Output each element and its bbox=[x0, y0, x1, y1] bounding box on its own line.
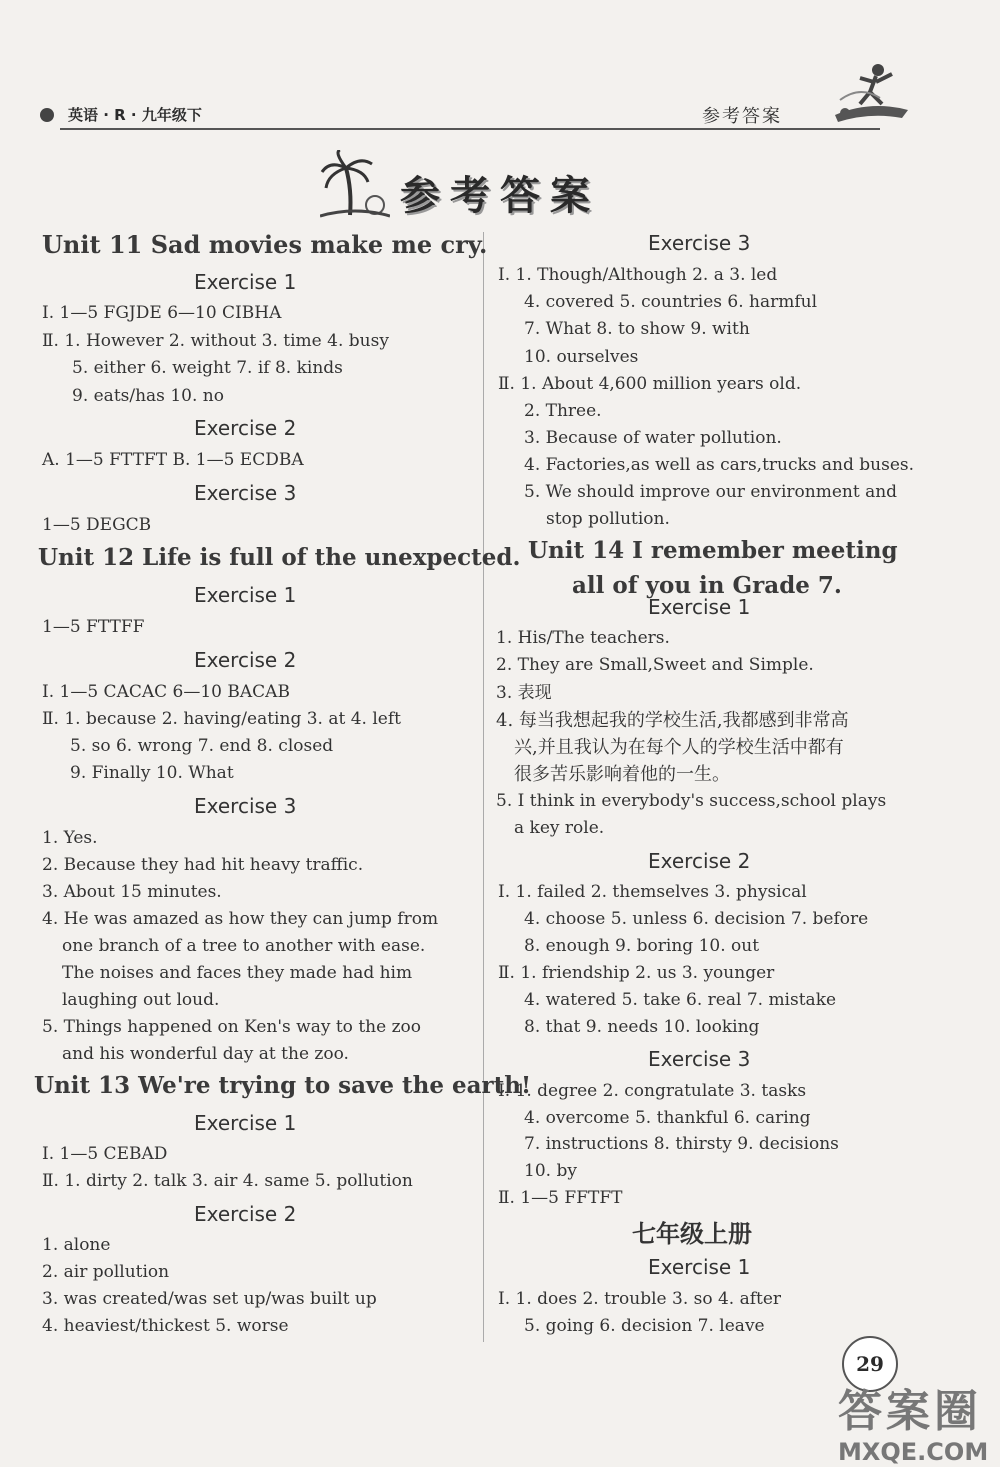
header-subject: 英语 · R · 九年级下 bbox=[68, 106, 202, 124]
answer-line: 兴,并且我认为在每个人的学校生活中都有 bbox=[514, 737, 844, 758]
answer-line: 10. by bbox=[524, 1161, 577, 1181]
title-banner bbox=[320, 150, 630, 220]
unit-12-title: Unit 12 Life is full of the unexpected. bbox=[38, 544, 521, 571]
answer-line: A. 1—5 FTTFT B. 1—5 ECDBA bbox=[42, 450, 304, 470]
page-number: 29 bbox=[842, 1336, 898, 1392]
answer-line: Ⅰ. 1. Though/Although 2. a 3. led bbox=[498, 265, 778, 285]
answer-line: 4. watered 5. take 6. real 7. mistake bbox=[524, 990, 837, 1010]
grade-7-section-title: 七年级上册 bbox=[632, 1220, 752, 1248]
u14-exercise-2-heading: Exercise 2 bbox=[648, 849, 751, 873]
answer-line: 4. He was amazed as how they can jump from bbox=[42, 909, 439, 929]
answer-line: laughing out loud. bbox=[62, 990, 220, 1010]
u13-exercise-1-heading: Exercise 1 bbox=[194, 1111, 297, 1135]
u14-exercise-3-heading: Exercise 3 bbox=[648, 1047, 751, 1071]
header-rule bbox=[60, 128, 880, 130]
answer-line: 1—5 DEGCB bbox=[42, 515, 152, 535]
column-divider bbox=[483, 232, 484, 1342]
answer-line: 4. 每当我想起我的学校生活,我都感到非常高 bbox=[496, 710, 849, 731]
answer-line: Ⅱ. 1. friendship 2. us 3. younger bbox=[498, 963, 775, 983]
answer-line: 10. ourselves bbox=[524, 347, 639, 367]
u11-exercise-1-heading: Exercise 1 bbox=[194, 270, 297, 294]
answer-line: one branch of a tree to another with ease. bbox=[62, 936, 426, 956]
answer-line: 3. was created/was set up/was built up bbox=[42, 1289, 377, 1309]
answer-line: Ⅰ. 1. failed 2. themselves 3. physical bbox=[498, 882, 807, 902]
answer-line: Ⅱ. 1. dirty 2. talk 3. air 4. same 5. pollution bbox=[42, 1171, 413, 1191]
answer-line: Ⅰ. 1. degree 2. congratulate 3. tasks bbox=[498, 1081, 807, 1101]
answer-line: 4. covered 5. countries 6. harmful bbox=[524, 292, 818, 312]
answer-line: Ⅱ. 1. About 4,600 million years old. bbox=[498, 374, 802, 394]
answer-line: 9. eats/has 10. no bbox=[72, 386, 224, 406]
unit-14-title-line-1: Unit 14 I remember meeting bbox=[528, 537, 898, 564]
g7-exercise-1-heading: Exercise 1 bbox=[648, 1255, 751, 1279]
u11-exercise-2-heading: Exercise 2 bbox=[194, 416, 297, 440]
unit-13-title: Unit 13 We're trying to save the earth! bbox=[34, 1072, 532, 1099]
watermark-url: MXQE.COM bbox=[838, 1438, 989, 1466]
unit-11-title: Unit 11 Sad movies make me cry. bbox=[42, 230, 488, 259]
answer-line: 8. that 9. needs 10. looking bbox=[524, 1017, 760, 1037]
answer-line: The noises and faces they made had him bbox=[62, 963, 413, 983]
u12-exercise-2-heading: Exercise 2 bbox=[194, 648, 297, 672]
answer-line: 5. either 6. weight 7. if 8. kinds bbox=[72, 358, 343, 378]
answer-line: 2. They are Small,Sweet and Simple. bbox=[496, 655, 814, 675]
answer-line: a key role. bbox=[514, 818, 605, 838]
answer-line: 2. Because they had hit heavy traffic. bbox=[42, 855, 364, 875]
answer-line: 很多苦乐影响着他的一生。 bbox=[514, 764, 730, 785]
answer-line: 9. Finally 10. What bbox=[70, 763, 234, 783]
answer-line: 5. I think in everybody's success,school plays bbox=[496, 791, 887, 811]
answer-line: 4. Factories,as well as cars,trucks and buses. bbox=[524, 455, 915, 475]
unit-14-title-line-2: all of you in Grade 7. bbox=[572, 572, 842, 599]
u13-exercise-3-heading: Exercise 3 bbox=[648, 231, 751, 255]
answer-line: 5. going 6. decision 7. leave bbox=[524, 1316, 765, 1336]
answer-line: stop pollution. bbox=[546, 509, 670, 529]
answer-line: 3. Because of water pollution. bbox=[524, 428, 782, 448]
answer-line: Ⅱ. 1. because 2. having/eating 3. at 4. left bbox=[42, 709, 401, 729]
watermark bbox=[838, 1386, 988, 1466]
answer-line: 1—5 FTTFF bbox=[42, 617, 145, 637]
answer-line: Ⅰ. 1—5 CEBAD bbox=[42, 1144, 168, 1164]
answer-line: Ⅰ. 1—5 FGJDE 6—10 CIBHA bbox=[42, 303, 282, 323]
answer-line: 5. We should improve our environment and bbox=[524, 482, 898, 502]
header-dot bbox=[40, 108, 54, 122]
header-section: 参考答案 bbox=[702, 106, 782, 127]
answer-line: 3. About 15 minutes. bbox=[42, 882, 222, 902]
answer-line: 2. air pollution bbox=[42, 1262, 170, 1282]
answer-line: 7. What 8. to show 9. with bbox=[524, 319, 750, 339]
watermark-logo-text: 答案圈 bbox=[838, 1386, 982, 1437]
answer-line: 4. heaviest/thickest 5. worse bbox=[42, 1316, 289, 1336]
answer-line: 2. Three. bbox=[524, 401, 602, 421]
answer-line: 7. instructions 8. thirsty 9. decisions bbox=[524, 1134, 839, 1154]
u12-exercise-1-heading: Exercise 1 bbox=[194, 583, 297, 607]
u12-exercise-3-heading: Exercise 3 bbox=[194, 794, 297, 818]
answer-line: 5. Things happened on Ken's way to the zoo bbox=[42, 1017, 421, 1037]
answer-line: 1. His/The teachers. bbox=[496, 628, 670, 648]
u11-exercise-3-heading: Exercise 3 bbox=[194, 481, 297, 505]
answer-line: 5. so 6. wrong 7. end 8. closed bbox=[70, 736, 334, 756]
palm-tree-icon bbox=[320, 150, 390, 220]
answer-line: Ⅰ. 1. does 2. trouble 3. so 4. after bbox=[498, 1289, 782, 1309]
answer-line: 8. enough 9. boring 10. out bbox=[524, 936, 760, 956]
u13-exercise-2-heading: Exercise 2 bbox=[194, 1202, 297, 1226]
answer-line: and his wonderful day at the zoo. bbox=[62, 1044, 349, 1064]
answer-line: 4. choose 5. unless 6. decision 7. before bbox=[524, 909, 869, 929]
surfer-icon bbox=[830, 60, 910, 130]
u14-exercise-1-heading: Exercise 1 bbox=[648, 595, 751, 619]
answer-line: Ⅱ. 1—5 FFTFT bbox=[498, 1188, 623, 1208]
answer-line: Ⅱ. 1. However 2. without 3. time 4. busy bbox=[42, 331, 389, 351]
banner-title: 参考答案 bbox=[400, 173, 600, 219]
answer-line: Ⅰ. 1—5 CACAC 6—10 BACAB bbox=[42, 682, 290, 702]
answer-line: 1. alone bbox=[42, 1235, 111, 1255]
answer-line: 1. Yes. bbox=[42, 828, 98, 848]
answer-line: 4. overcome 5. thankful 6. caring bbox=[524, 1108, 811, 1128]
page-header bbox=[40, 98, 920, 138]
answer-line: 3. 表现 bbox=[496, 683, 552, 703]
